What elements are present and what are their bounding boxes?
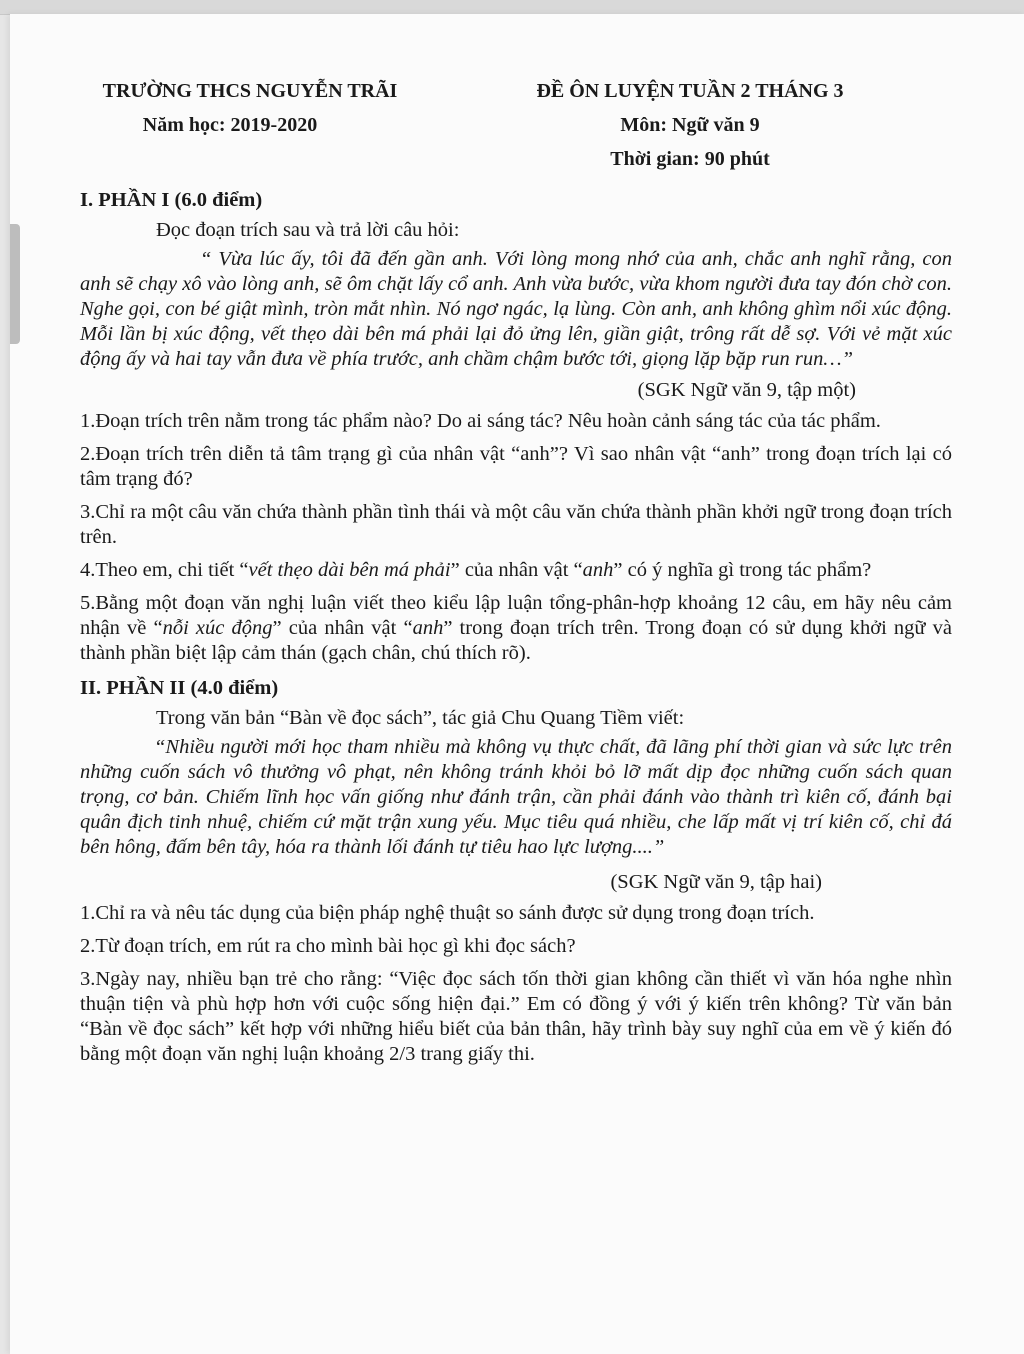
school-name: TRƯỜNG THCS NGUYỄN TRÃI <box>102 80 398 102</box>
school-block <box>80 74 420 142</box>
part1-source: (SGK Ngữ văn 9, tập một) <box>637 379 856 401</box>
part2-question-2: 2.Từ đoạn trích, em rút ra cho mình bài học gì khi đọc sách? <box>80 935 576 957</box>
part1-question-2: 2.Đoạn trích trên diễn tả tâm trạng gì của nhân vật “anh”? Vì sao nhân vật “anh” trong đoạn trích lại có tâm trạng đó? <box>80 443 952 490</box>
part2-question-1: 1.Chỉ ra và nêu tác dụng của biện pháp nghệ thuật so sánh được sử dụng trong đoạn trích. <box>80 902 815 924</box>
q5-quote-emotion: nỗi xúc động <box>162 617 273 639</box>
q4-text-e: ” có ý nghĩa gì trong tác phẩm? <box>613 559 872 581</box>
part1-question-3: 3.Chỉ ra một câu văn chứa thành phần tình thái và một câu văn chứa thành phần khởi ngữ trong đoạn trích trên. <box>80 501 952 548</box>
part2-excerpt: “Nhiều người mới học tham nhiều mà không vụ thực chất, đã lãng phí thời gian và sức lực trên những cuốn sách vô thưởng vô phạt, nên không tránh khỏi bỏ lỡ mất dịp đọc những cuốn sách quan trọng, cơ bản. Chiếm lĩnh học vấn giống như đánh trận, cần phải đánh vào thành trì kiên cố, đánh bại quân địch tinh nhuệ, chiếm cứ mặt trận xung yếu. Mục tiêu quá nhiều, che lấp mất vị trí kiên cố, chỉ đá bên hông, đấm bên tây, hóa ra thành lối đánh tự tiêu hao lực lượng....” <box>80 736 952 858</box>
document-header <box>80 74 952 186</box>
exam-subject: Môn: Ngữ văn 9 <box>620 114 760 136</box>
exam-title: ĐỀ ÔN LUYỆN TUẦN 2 THÁNG 3 <box>536 80 844 102</box>
part1-title: I. PHẦN I (6.0 điểm) <box>80 189 263 211</box>
part1-question-1: 1.Đoạn trích trên nằm trong tác phẩm nào? Do ai sáng tác? Nêu hoàn cảnh sáng tác của tác phẩm. <box>80 410 881 432</box>
q4-quote-scar: vết thẹo dài bên má phải <box>248 559 451 581</box>
q4-text-a: 4.Theo em, chi tiết “ <box>80 559 249 581</box>
exam-block <box>490 74 890 176</box>
document-content <box>80 74 952 1075</box>
part2-question-3: 3.Ngày nay, nhiều bạn trẻ cho rằng: “Việc đọc sách tốn thời gian không cần thiết vì văn hóa nghe nhìn thuận tiện và phù hợp hơn với cuộc sống hiện đại.” Em có đồng ý với ý kiến trên không? Từ văn bản “Bàn về đọc sách” kết hợp với những hiểu biết của bản thân, hãy trình bày suy nghĩ của em về ý kiến đó bằng một đoạn văn nghị luận khoảng 2/3 trang giấy thi. <box>80 968 952 1065</box>
q5-text-e: ” trong đoạn trích trên. Trong đoạn có sử dụng khởi ngữ và thành phần biệt lập cảm thán (gạch chân, chú thích rõ). <box>80 617 953 664</box>
school-year: Năm học: 2019-2020 <box>142 114 318 136</box>
page-edge-tab <box>10 224 20 344</box>
part1-question-5 <box>80 591 952 666</box>
part1-excerpt: “ Vừa lúc ấy, tôi đã đến gần anh. Với lòng mong nhớ của anh, chắc anh nghĩ rằng, con anh sẽ chạy xô vào lòng anh, sẽ ôm chặt lấy cổ anh. Anh vừa bước, vừa khom người đưa tay đón chờ con. Nghe gọi, con bé giật mình, tròn mắt nhìn. Nó ngơ ngác, lạ lùng. Còn anh, anh không ghìm nổi xúc động. Mỗi lần bị xúc động, vết thẹo dài bên má phải lại đỏ ửng lên, giần giật, trông rất dễ sợ. Với vẻ mặt xúc động ấy và hai tay vẫn đưa về phía trước, anh chầm chậm bước tới, giọng lặp bặp run run…” <box>80 248 952 370</box>
q5-text-a: 5.Bằng một đoạn văn nghị luận viết theo kiểu lập luận tổng-phân-hợp khoảng 12 câu, em hãy nêu cảm nhận về “ <box>80 592 952 639</box>
part1-question-4 <box>80 558 952 583</box>
part2-title: II. PHẦN II (4.0 điểm) <box>80 677 279 699</box>
q4-quote-anh: anh <box>582 559 614 581</box>
q5-quote-anh: anh <box>412 617 444 639</box>
q4-text-c: ” của nhân vật “ <box>450 559 583 581</box>
q5-text-c: ” của nhân vật “ <box>272 617 413 639</box>
part1-instruction: Đọc đoạn trích sau và trả lời câu hỏi: <box>156 219 460 241</box>
part2-instruction: Trong văn bản “Bàn về đọc sách”, tác giả Chu Quang Tiềm viết: <box>156 707 685 729</box>
exam-time: Thời gian: 90 phút <box>610 148 770 170</box>
part2-source: (SGK Ngữ văn 9, tập hai) <box>610 871 822 893</box>
top-strip <box>0 0 1024 15</box>
